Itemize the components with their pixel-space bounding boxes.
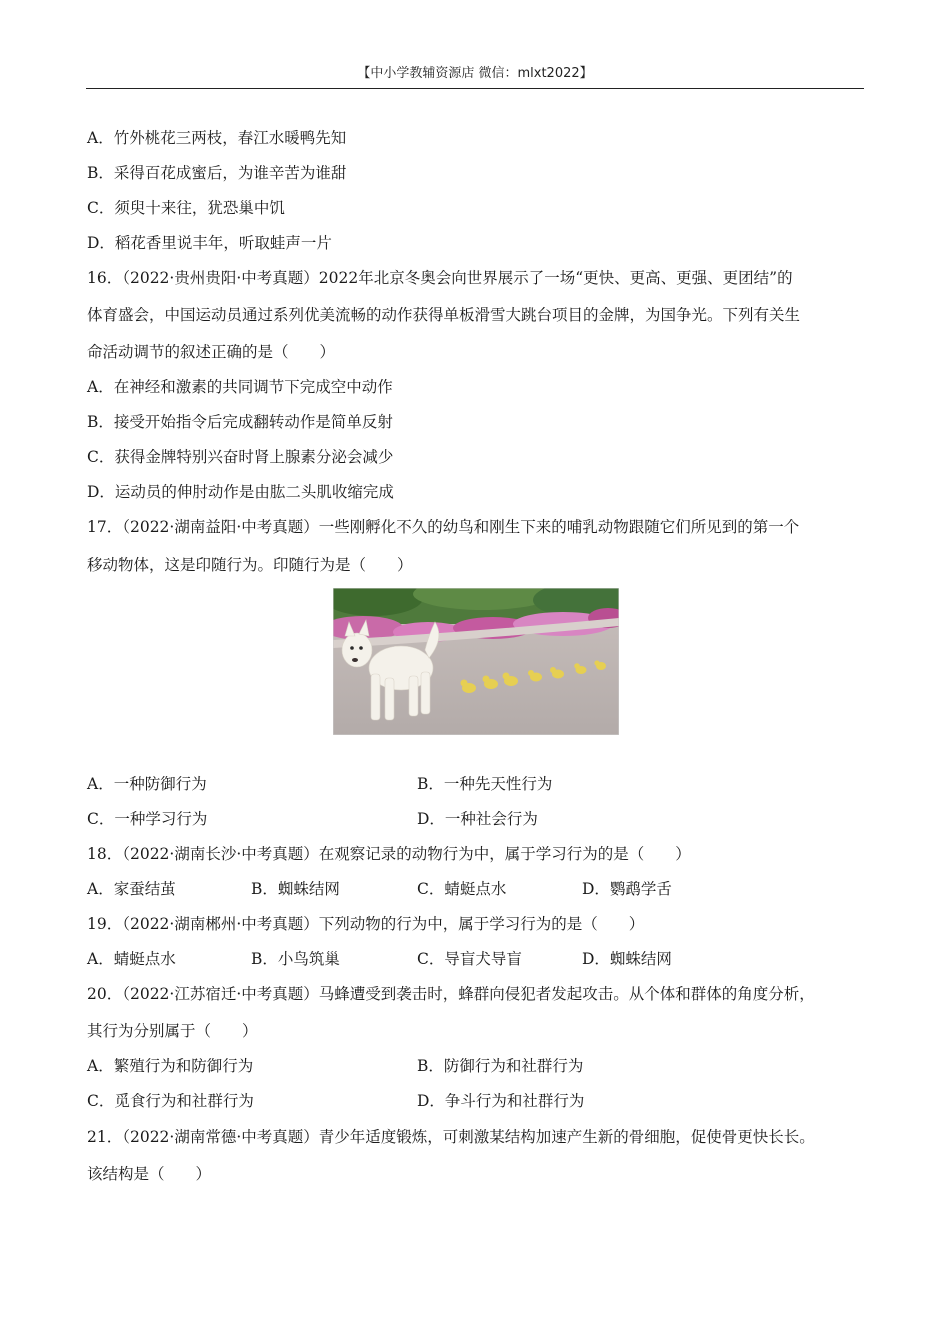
q17-option-b: B．一种先天性行为 [417, 775, 553, 793]
q16-option-b: B．接受开始指令后完成翻转动作是简单反射 [87, 413, 393, 431]
q16-option-a: A．在神经和激素的共同调节下完成空中动作 [87, 378, 393, 396]
q18-option-c: C．蜻蜓点水 [417, 880, 507, 898]
page-header: 【中小学教辅资源店 微信：mlxt2022】 [86, 64, 864, 89]
q16-stem-line-1: 16．（2022·贵州贵阳·中考真题）2022年北京冬奥会向世界展示了一场“更快、更高、更强、更团结”的 [87, 269, 793, 287]
q20-stem-line-1: 20．（2022·江苏宿迁·中考真题）马蜂遭受到袭击时，蜂群向侵犯者发起攻击。从个体和群体的角度分析， [87, 985, 815, 1003]
q17-option-c: C．一种学习行为 [87, 810, 208, 828]
q16-option-d: D．运动员的伸肘动作是由肱二头肌收缩完成 [87, 483, 394, 501]
q20-option-b: B．防御行为和社群行为 [417, 1057, 584, 1075]
q16-stem-line-3: 命活动调节的叙述正确的是（ ） [87, 343, 336, 361]
q15-option-b: B．采得百花成蜜后，为谁辛苦为谁甜 [87, 164, 347, 182]
q15-option-d: D．稻花香里说丰年，听取蛙声一片 [87, 234, 332, 252]
q16-option-c: C．获得金牌特别兴奋时肾上腺素分泌会减少 [87, 448, 394, 466]
q17-option-a: A．一种防御行为 [87, 775, 207, 793]
q19-option-b: B．小鸟筑巢 [251, 950, 340, 968]
q18-option-b: B．蜘蛛结网 [251, 880, 340, 898]
q19-option-d: D．蜘蛛结网 [582, 950, 672, 968]
q19-stem: 19．（2022·湖南郴州·中考真题）下列动物的行为中，属于学习行为的是（ ） [87, 915, 645, 933]
q17-stem-line-1: 17．（2022·湖南益阳·中考真题）一些刚孵化不久的幼鸟和刚生下来的哺乳动物跟随它们所见到的第一个 [87, 518, 800, 536]
q20-option-d: D．争斗行为和社群行为 [417, 1092, 585, 1110]
q20-option-a: A．繁殖行为和防御行为 [87, 1057, 254, 1075]
q20-stem-line-2: 其行为分别属于（ ） [87, 1022, 258, 1040]
q16-stem-line-2: 体育盛会，中国运动员通过系列优美流畅的动作获得单板滑雪大跳台项目的金牌，为国争光。下列有关生 [87, 306, 801, 324]
dog-and-ducklings-photo [333, 588, 619, 735]
q20-option-c: C．觅食行为和社群行为 [87, 1092, 254, 1110]
q17-option-d: D．一种社会行为 [417, 810, 538, 828]
q18-option-d: D．鹦鹉学舌 [582, 880, 672, 898]
q15-option-a: A．竹外桃花三两枝，春江水暖鸭先知 [87, 129, 347, 147]
q19-option-c: C．导盲犬导盲 [417, 950, 522, 968]
q19-option-a: A．蜻蜓点水 [87, 950, 176, 968]
q15-option-c: C．须臾十来往，犹恐巢中饥 [87, 199, 285, 217]
q21-stem-line-2: 该结构是（ ） [87, 1165, 212, 1183]
q18-stem: 18．（2022·湖南长沙·中考真题）在观察记录的动物行为中，属于学习行为的是（ ） [87, 845, 691, 863]
q21-stem-line-1: 21．（2022·湖南常德·中考真题）青少年适度锻炼，可刺激某结构加速产生新的骨细胞，促使骨更快长长。 [87, 1128, 815, 1146]
q18-option-a: A．家蚕结茧 [87, 880, 176, 898]
q17-stem-line-2: 移动物体，这是印随行为。印随行为是（ ） [87, 556, 413, 574]
